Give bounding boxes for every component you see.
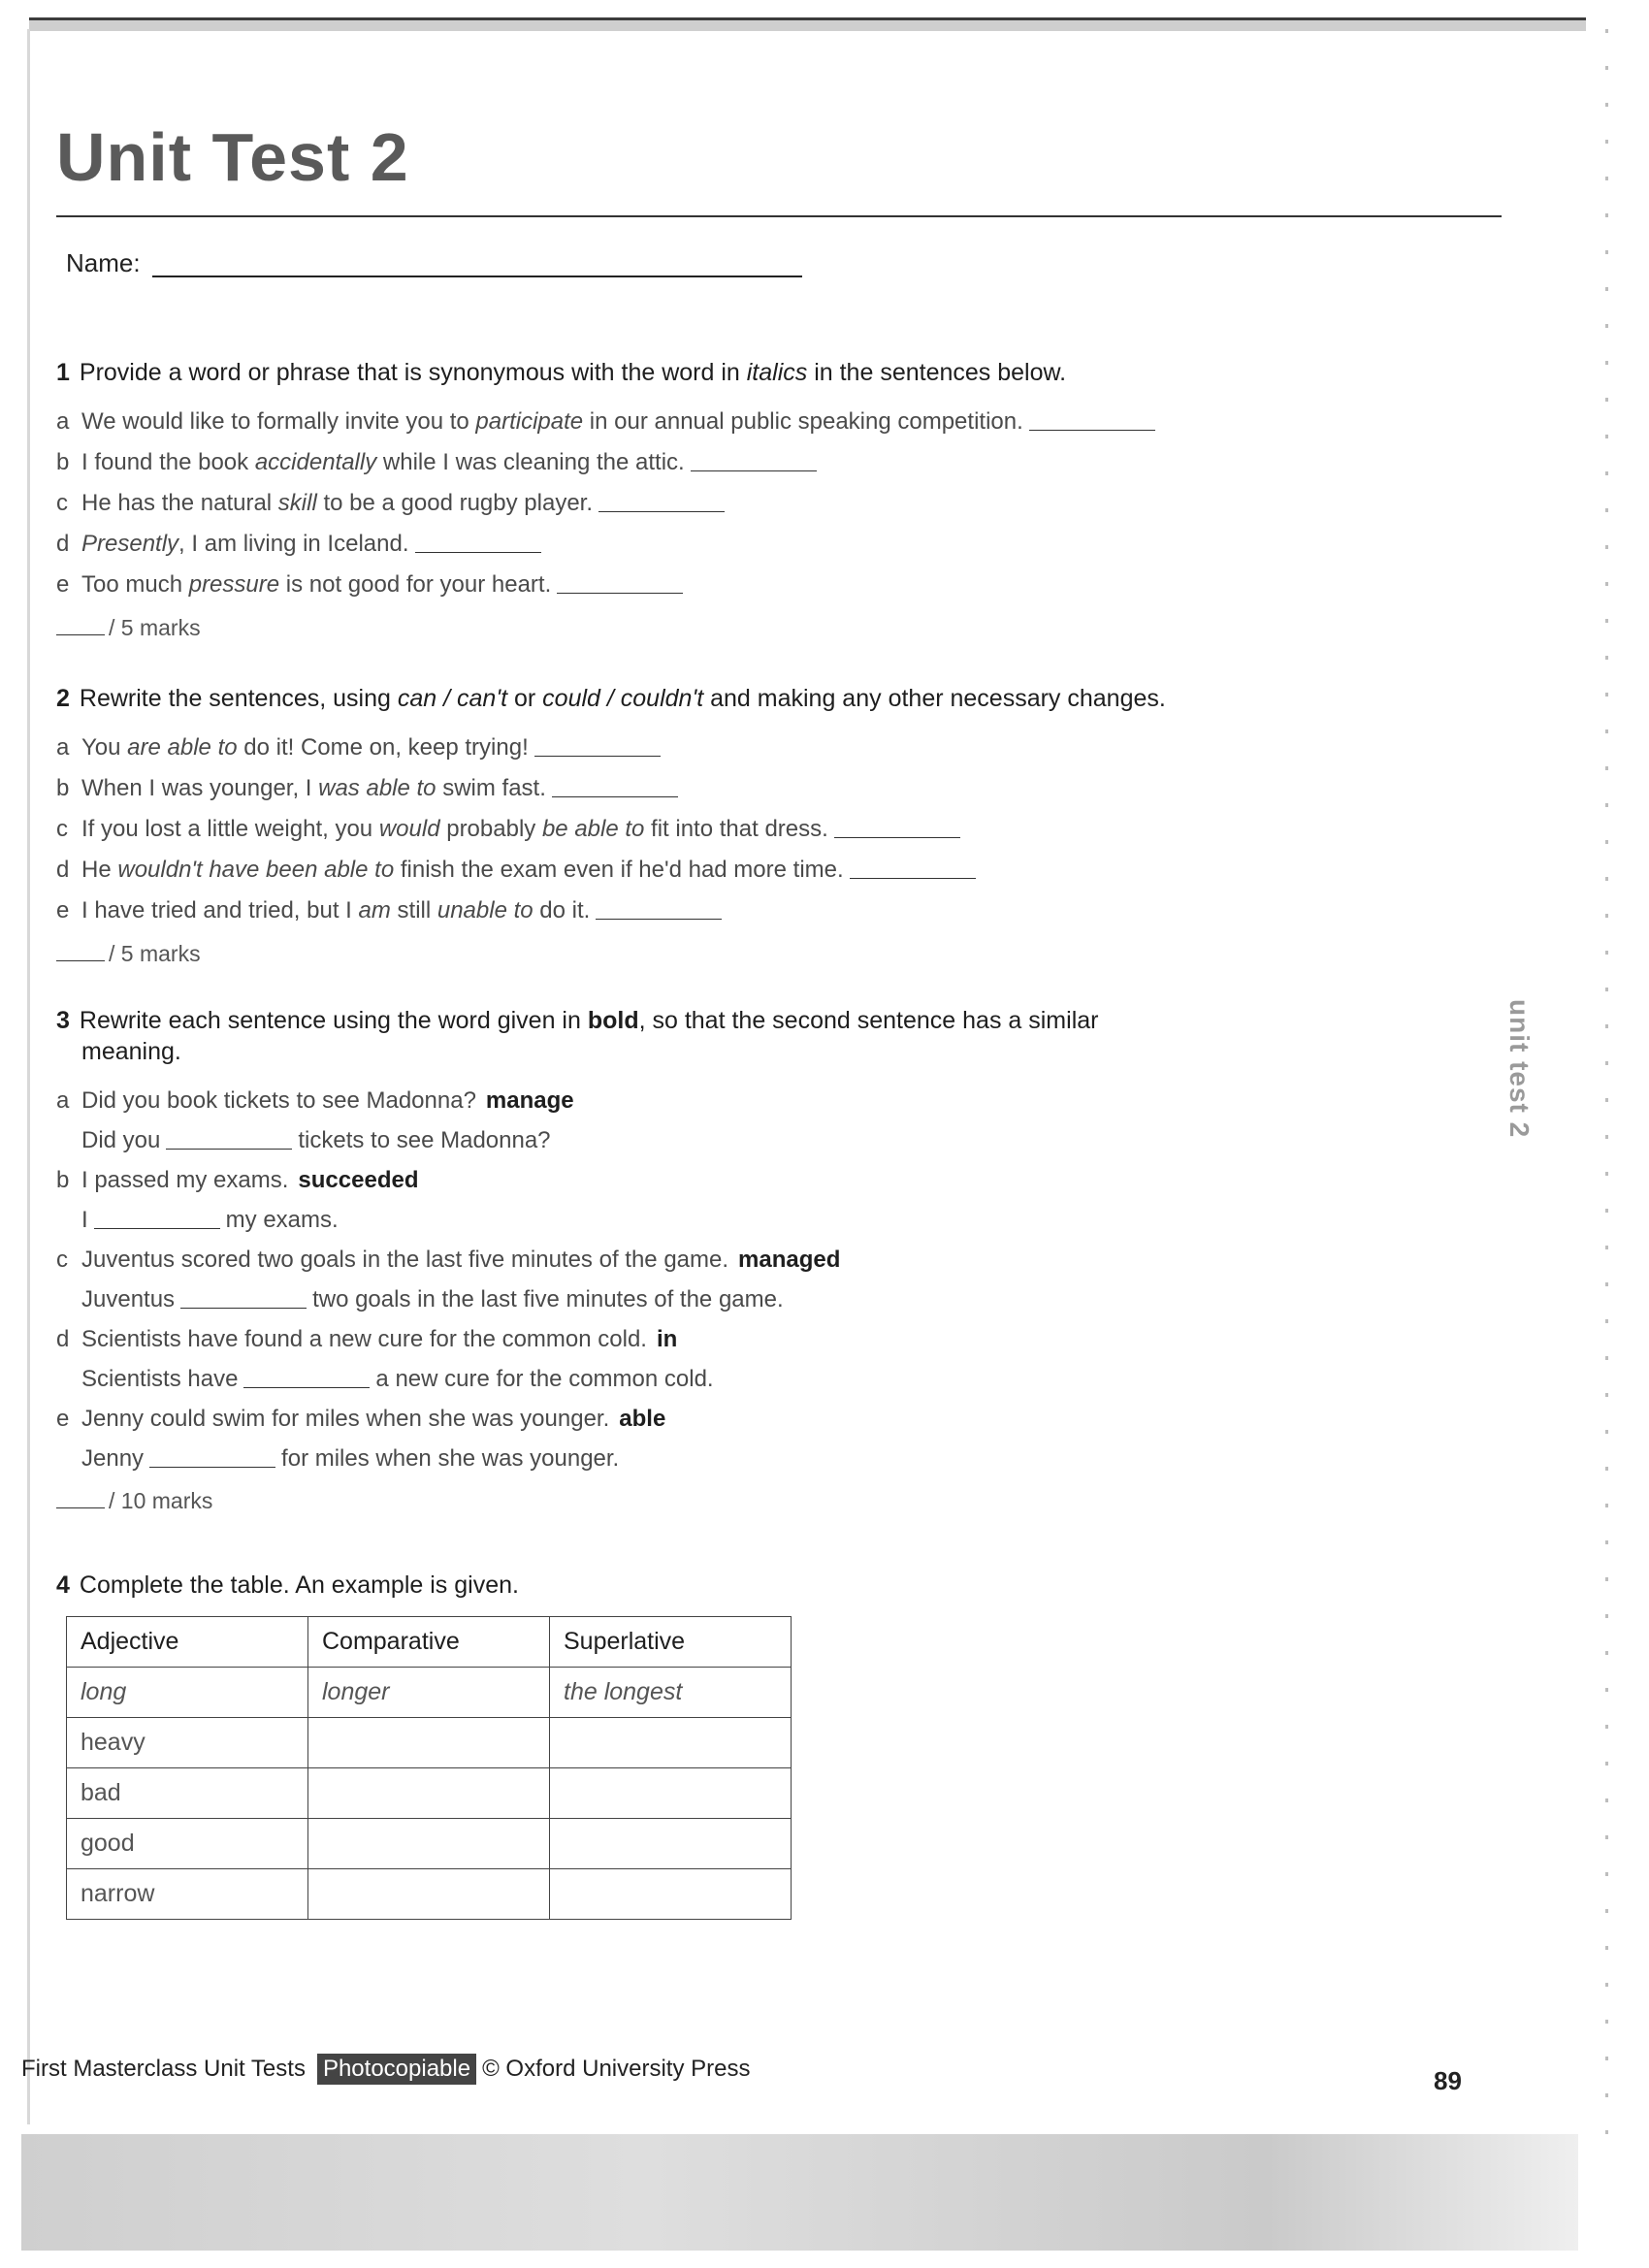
question-1-instruction: 1 Provide a word or phrase that is synonymous with the word in italics in the sentences below. bbox=[56, 359, 1067, 386]
answer-blank[interactable] bbox=[834, 837, 960, 838]
question-item: a We would like to formally invite you to participate in our annual public speaking competition. bbox=[56, 402, 1161, 442]
answer-blank[interactable] bbox=[243, 1387, 370, 1388]
table-cell[interactable] bbox=[308, 1819, 550, 1869]
question-item: e Too much pressure is not good for your heart. bbox=[56, 565, 1161, 605]
name-field[interactable] bbox=[66, 248, 802, 278]
answer-blank[interactable] bbox=[596, 919, 722, 920]
table-row bbox=[67, 1668, 792, 1718]
answer-blank[interactable] bbox=[415, 552, 541, 553]
title-rule bbox=[56, 215, 1502, 217]
marks: / 10 marks bbox=[56, 1488, 1098, 1514]
question-4 bbox=[56, 1570, 792, 1920]
left-edge bbox=[27, 29, 30, 2124]
table-cell: bad bbox=[67, 1768, 308, 1819]
answer-blank[interactable] bbox=[166, 1149, 292, 1150]
answer-blank[interactable] bbox=[552, 796, 678, 797]
scan-shadow bbox=[21, 2134, 1578, 2251]
name-line[interactable] bbox=[152, 275, 802, 277]
name-label: Name: bbox=[66, 248, 141, 277]
table-row bbox=[67, 1718, 792, 1768]
table-row bbox=[67, 1869, 792, 1920]
top-border bbox=[29, 17, 1586, 31]
answer-blank[interactable] bbox=[149, 1467, 275, 1468]
question-item: b When I was younger, I was able to swim fast. bbox=[56, 768, 1166, 809]
question-4-instruction: 4 Complete the table. An example is given. bbox=[56, 1571, 519, 1599]
answer-blank[interactable] bbox=[534, 756, 661, 757]
table-header: Adjective bbox=[67, 1617, 308, 1668]
table-header: Superlative bbox=[550, 1617, 792, 1668]
table-cell: long bbox=[67, 1668, 308, 1718]
question-item: b I found the book accidentally while I was cleaning the attic. bbox=[56, 442, 1161, 483]
table-cell[interactable] bbox=[308, 1869, 550, 1920]
table-cell: heavy bbox=[67, 1718, 308, 1768]
answer-blank[interactable] bbox=[557, 593, 683, 594]
question-1 bbox=[56, 357, 1161, 641]
table-cell: the longest bbox=[550, 1668, 792, 1718]
question-2-instruction: 2 Rewrite the sentences, using can / can't or could / couldn't and making any other necessary changes. bbox=[56, 685, 1166, 712]
marks: / 5 marks bbox=[56, 941, 1166, 967]
question-item: c He has the natural skill to be a good rugby player. bbox=[56, 483, 1161, 524]
comparison-table bbox=[66, 1616, 792, 1920]
question-item: b I passed my exams. succeeded I my exams. bbox=[56, 1167, 419, 1233]
table-header-row bbox=[67, 1617, 792, 1668]
score-blank[interactable] bbox=[56, 960, 105, 961]
question-item: e Jenny could swim for miles when she was younger. able Jenny for miles when she was younger. bbox=[56, 1406, 666, 1472]
table-cell[interactable] bbox=[308, 1718, 550, 1768]
footer bbox=[21, 2054, 751, 2085]
table-cell: longer bbox=[308, 1668, 550, 1718]
question-item: d Scientists have found a new cure for the common cold. in Scientists have a new cure for the common cold. bbox=[56, 1326, 714, 1392]
table-cell[interactable] bbox=[550, 1819, 792, 1869]
answer-blank[interactable] bbox=[94, 1228, 220, 1229]
question-item: c Juventus scored two goals in the last five minutes of the game. managed Juventus two goals in the last five minutes of the game. bbox=[56, 1247, 841, 1312]
table-header: Comparative bbox=[308, 1617, 550, 1668]
answer-blank[interactable] bbox=[691, 470, 817, 471]
page-number: 89 bbox=[1434, 2066, 1462, 2095]
side-tab: unit test 2 bbox=[1504, 999, 1535, 1139]
answer-blank[interactable] bbox=[1029, 430, 1155, 431]
table-cell[interactable] bbox=[550, 1869, 792, 1920]
question-item: c If you lost a little weight, you would probably be able to fit into that dress. bbox=[56, 809, 1166, 850]
page-title: Unit Test 2 bbox=[56, 119, 409, 195]
table-cell: good bbox=[67, 1819, 308, 1869]
marks: / 5 marks bbox=[56, 615, 1161, 641]
question-item: a You are able to do it! Come on, keep trying! bbox=[56, 728, 1166, 768]
question-item: d Presently, I am living in Iceland. bbox=[56, 524, 1161, 565]
footer-book-title: First Masterclass Unit Tests bbox=[21, 2056, 306, 2082]
table-cell: narrow bbox=[67, 1869, 308, 1920]
answer-blank[interactable] bbox=[180, 1308, 307, 1309]
table-row bbox=[67, 1819, 792, 1869]
table-cell[interactable] bbox=[550, 1768, 792, 1819]
question-2 bbox=[56, 683, 1166, 967]
question-3-instruction: 3 Rewrite each sentence using the word given in bold, so that the second sentence has a similar meaning. bbox=[56, 1007, 1099, 1065]
table-cell[interactable] bbox=[308, 1768, 550, 1819]
footer-copyright: © Oxford University Press bbox=[482, 2056, 751, 2082]
score-blank[interactable] bbox=[56, 1507, 105, 1508]
question-item: e I have tried and tried, but I am still unable to do it. bbox=[56, 891, 1166, 931]
table-cell[interactable] bbox=[550, 1718, 792, 1768]
question-item: d He wouldn't have been able to finish the exam even if he'd had more time. bbox=[56, 850, 1166, 891]
score-blank[interactable] bbox=[56, 634, 105, 635]
answer-blank[interactable] bbox=[850, 878, 976, 879]
question-item: a Did you book tickets to see Madonna? manage Did you tickets to see Madonna? bbox=[56, 1087, 574, 1153]
table-row bbox=[67, 1768, 792, 1819]
photocopiable-badge: Photocopiable bbox=[317, 2054, 476, 2085]
answer-blank[interactable] bbox=[598, 511, 725, 512]
right-edge-marks bbox=[1605, 29, 1608, 2163]
question-3 bbox=[56, 1005, 1098, 1514]
